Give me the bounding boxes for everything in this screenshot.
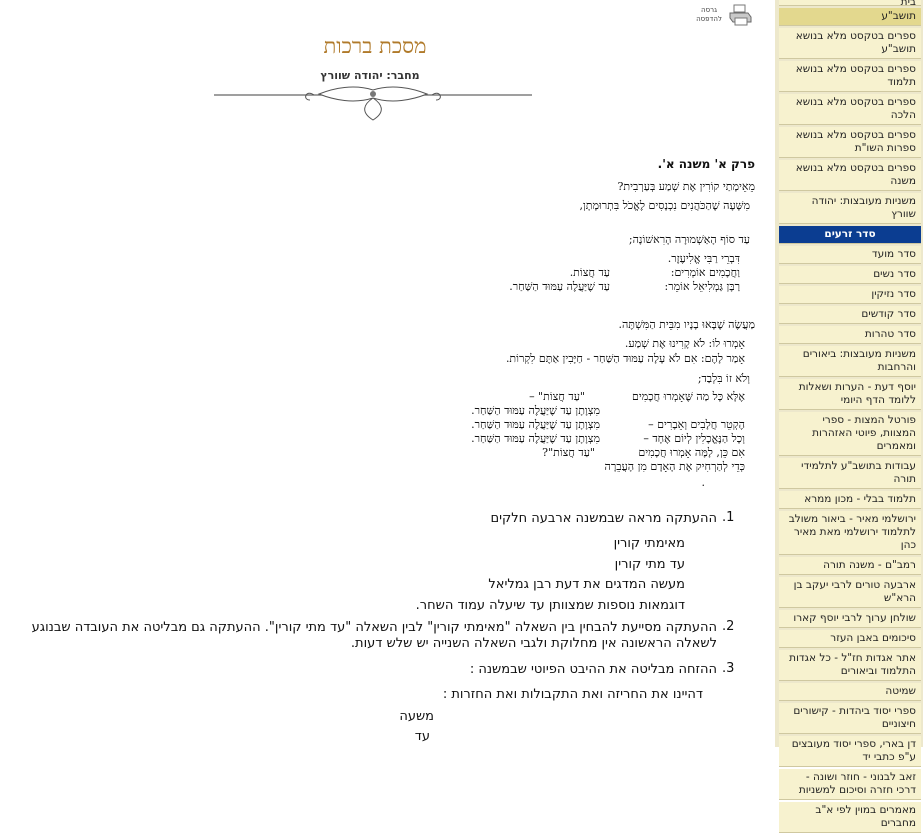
sidebar-item-yosef-daat[interactable]: יוסף דעת - הערות ושאלות ללומד הדף היומי [779,379,921,410]
mishna-line: מִצְוָתָן עַד שֶׁיַּעֲלֶה עַמּוּד הַשַּׁחַר. [471,432,600,445]
note-number: 3. [722,661,735,676]
mishna-line: . [701,476,705,489]
sidebar-item-nezikin[interactable]: סדר נזיקין [779,286,921,304]
sidebar-item-kodashim[interactable]: סדר קודשים [779,306,921,324]
mishna-line: "עַד חֲצוֹת"? [542,446,595,459]
mishna-line: כְּדֵי לְהַרְחִיק אֶת הָאָדָם מִן הָעֲבֵרָה [604,460,745,473]
sidebar-item-even-haezer[interactable]: סיכומים באבן העזר [779,630,921,648]
mishna-line: אָמַר לָהֶם: אִם לֹא עָלָה עַמּוּד הַשַּׁחַר - חַיָּבִין אַתֶּם לִקְרוֹת. [505,352,745,365]
sidebar-item-aggadot[interactable]: אתר אגדות חז"ל - כל אגדות התלמוד וביאורים [779,650,921,681]
sidebar-item-student-works[interactable]: עבודות בתושב"ע לתלמידי תורה [779,458,921,489]
note-subitem: מעשה המדגים את דעת רבן גמליאל [488,577,685,592]
sidebar-item-basic-books[interactable]: ספרי יסוד ביהדות - קישורים חיצוניים [779,703,921,734]
mishna-line: אָמְרוּ לוֹ: לֹא קָרִינוּ אֶת שְׁמַע. [624,337,745,350]
mishna-line: אִם כֵּן, לָמָּה אָמְרוּ חֲכָמִים [638,446,745,459]
printer-icon [728,4,752,26]
note-subitem: מאימתי קורין [613,536,685,551]
sidebar-item-books-responsa[interactable]: ספרים בטקסט מלא בנושא ספרות השו"ת [779,127,921,158]
sidebar-item-dan-beeri[interactable]: דן בארי, ספרי יסוד מעובצים ע"פ כתבי יד [779,736,921,767]
mishna-line: דִּבְרֵי רַבִּי אֱלִיעֶזֶר. [667,252,740,265]
mishna-line: וַחֲכָמִים אוֹמְרִים: [670,266,740,279]
sidebar-item-books-oral-torah[interactable]: ספרים בטקסט מלא בנושא תושב"ע [779,28,921,59]
note-subitem: עד [414,729,430,744]
sidebar-item-articles[interactable]: מאמרים במוין לפי א"ב מחברים [779,802,921,833]
sidebar-item-shulchan-aruch[interactable]: שולחן ערוך לרבי יוסף קארו [779,610,921,628]
sidebar-item-taharot[interactable]: סדר טהרות [779,326,921,344]
mishna-heading: פרק א' משנה א'. [657,157,755,171]
sidebar-item-books-talmud[interactable]: ספרים בטקסט מלא בנושא תלמוד [779,61,921,92]
sidebar-item-bavli-mamre[interactable]: תלמוד בבלי - מכון ממרא [779,491,921,509]
sidebar-item-explanations[interactable]: משניות מעובצות: ביאורים והרחבות [779,346,921,377]
author-line: מחבר: יהודה שוורץ [320,69,420,82]
sidebar-item-zeraim[interactable]: סדר זרעים [779,226,921,244]
note-subitem: דוגמאות נוספות שמצוותן עד שיעלה עמוד השחר. [415,598,685,613]
mishna-line: רַבָּן גַּמְלִיאֵל אוֹמֵר: [664,280,740,293]
mishna-line: מִשָּׁעָה שֶׁהַכֹּהֲנִים נִכְנָסִים לֶאֱכֹל בִּתְרוּמָתָן, [579,199,750,212]
sidebar-item-formatted-mishnayot[interactable]: משניות מעובצות: יהודה שוורץ [779,193,921,224]
sidebar [775,0,923,829]
sidebar-item-oral-torah[interactable]: תושב"ע [779,8,921,26]
sidebar-item-shmita[interactable]: שמיטה [779,683,921,701]
sidebar-item-yerushalmi-meir[interactable]: ירושלמי מאיר - ביאור משולב לתלמוד ירושלמי מאת מאיר כהן [779,511,921,555]
mishna-line: עַד סוֹף הָאַשְׁמוּרָה הָרִאשׁוֹנָה; [628,233,750,246]
mishna-line: "עַד חֲצוֹת" – [529,390,585,403]
mishna-line: מַעֲשֶׂה שֶׁבָּאוּ בָנָיו מִבֵּית הַמִּשְׁתֶּה. [618,318,755,331]
page-title: מסכת ברכות [323,34,427,58]
sidebar-item-rambam[interactable]: רמב"ם - משנה תורה [779,557,921,575]
mishna-line: מִצְוָתָן עַד שֶׁיַּעֲלֶה עַמּוּד הַשַּׁחַר. [471,418,600,431]
mishna-line: אֶלָּא כָּל מַה שֶּׁאָמְרוּ חֲכָמִים [632,390,745,403]
note-subitem: משעה [399,709,434,724]
mishna-line: וְכָל הַנֶּאֱכָלִין לְיוֹם אֶחָד – [643,432,745,445]
sidebar-item-nashim[interactable]: סדר נשים [779,266,921,284]
sidebar-item-books-mishna[interactable]: ספרים בטקסט מלא בנושא משנה [779,160,921,191]
note-subitem: עד מתי קורין [614,557,685,572]
sidebar-item-home[interactable]: בית [779,0,921,6]
sidebar-item-arbaa-turim[interactable]: ארבעה טורים לרבי יעקב בן הרא"ש [779,577,921,608]
ornament-divider [214,86,532,126]
mishna-line: וְלֹא זוֹ בִּלְבַד; [697,372,750,385]
print-version-link[interactable] [690,4,754,28]
sidebar-item-zeev-levanoni[interactable]: זאב לבנוני - חוזר ושונה - דרכי חזרה וסיכום למשניות [779,769,921,800]
note-subitem: דהיינו את החריזה ואת התקבולות ואת החזרות : [442,687,703,702]
note-number: 1. [722,510,735,525]
sidebar-item-moed[interactable]: סדר מועד [779,246,921,264]
note-number: 2. [722,619,735,634]
sidebar-item-books-halacha[interactable]: ספרים בטקסט מלא בנושא הלכה [779,94,921,125]
mishna-line: עַד שֶׁיַּעֲלֶה עַמּוּד הַשַּׁחַר. [509,280,610,293]
mishna-line: הֶקְטֵר חֲלָבִים וְאֵבָרִים – [648,418,745,431]
mishna-line: עַד חֲצוֹת. [569,266,610,279]
print-label: גרסה להדפסה [696,6,722,23]
mishna-line: מִצְוָתָן עַד שֶׁיַּעֲלֶה עַמּוּד הַשַּׁחַר. [471,404,600,417]
note-text: ההזחה מבליטה את ההיבט הפיוטי שבמשנה : [469,662,717,677]
note-text: ההעתקה מראה שבמשנה ארבעה חלקים [490,511,717,526]
note-text: ההעתקה מסייעת להבחין בין השאלה "מאימתי קורין" לבין השאלה "עד מתי קורין". ההעתקה גם מבליטה את העובדה שבנוגע לשאלה הראשונה אין מחלוקת ולגבי השאלה השנייה יש שלש דעות. [31,620,717,651]
mishna-line: מֵאֵימָתַי קוֹרִין אֶת שְׁמַע בְּעַרְבִית? [617,180,755,193]
sidebar-item-mitzvot-portal[interactable]: פורטל המצות - ספרי המצוות, פיוטי האזהרות ומאמרים [779,412,921,456]
